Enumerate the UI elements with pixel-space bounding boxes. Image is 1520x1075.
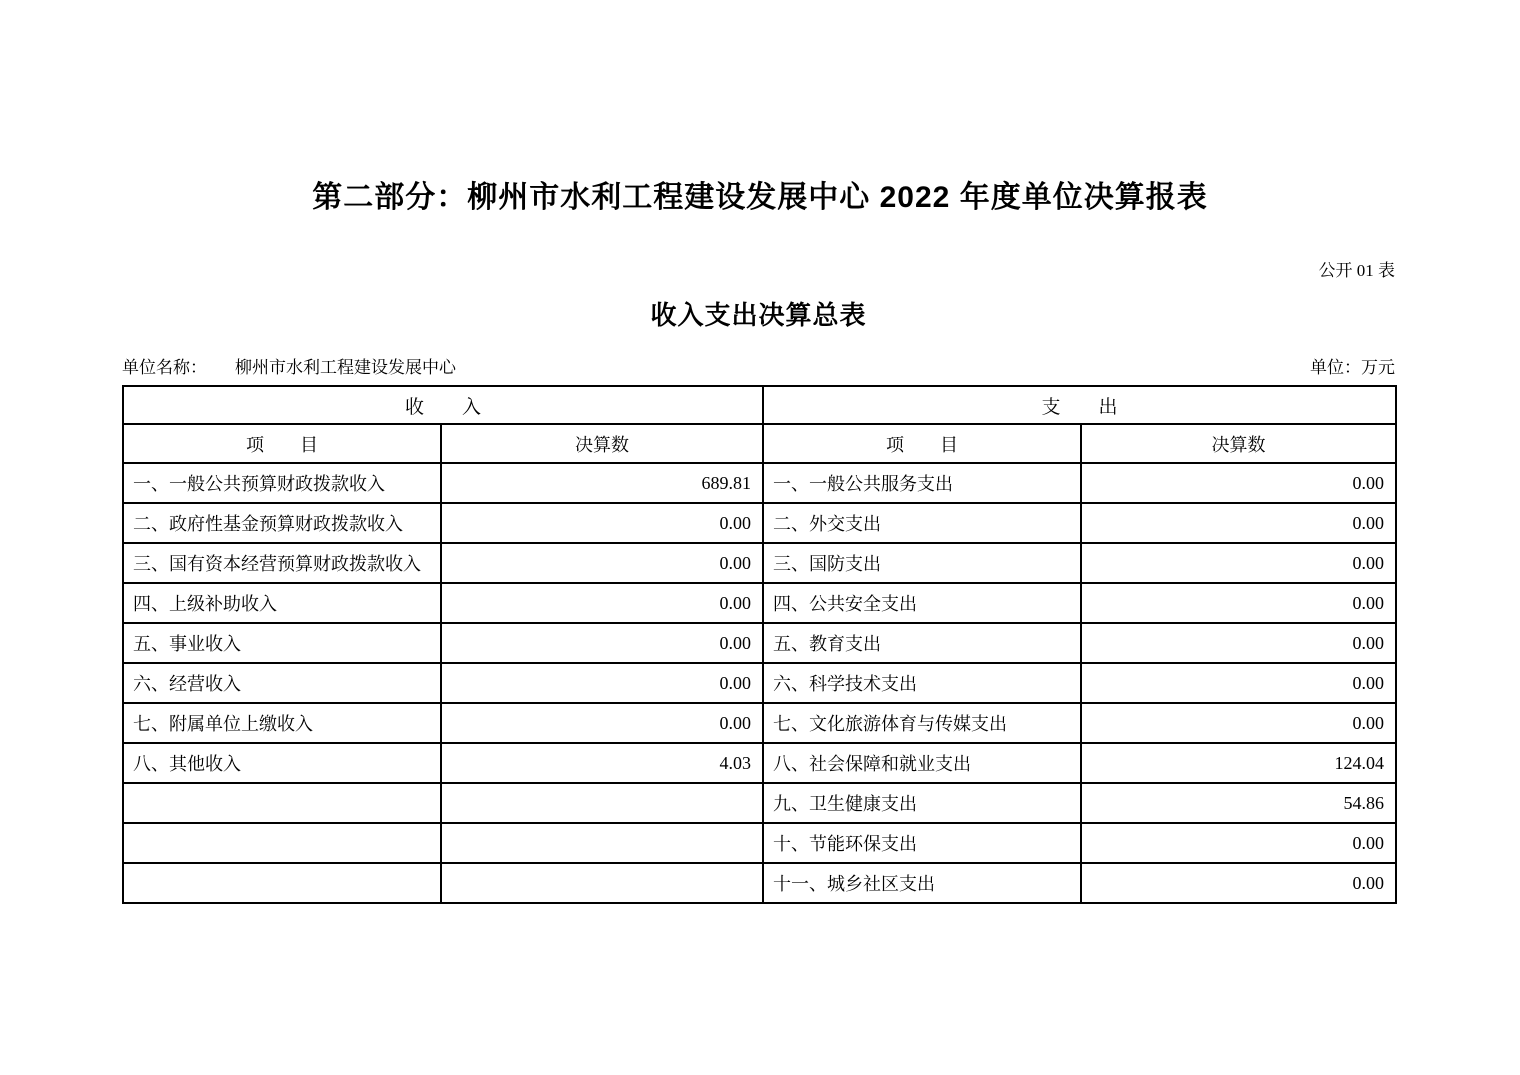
table-code-label: 公开 01 表 [1318,261,1395,280]
unit-name-label: 单位名称： [122,358,207,377]
income-item-cell [123,783,441,823]
income-amount-column-header: 决算数 [441,424,763,463]
expense-amount-cell: 0.00 [1081,623,1396,663]
table-row [123,543,1396,583]
table-body [123,463,1396,903]
expense-item-cell: 五、教育支出 [763,623,1081,663]
income-amount-cell: 689.81 [441,463,763,503]
table-row [123,463,1396,503]
expense-item-cell: 三、国防支出 [763,543,1081,583]
unit-name-value: 柳州市水利工程建设发展中心 [235,358,456,377]
income-item-column-header: 项 目 [123,424,441,463]
income-amount-cell: 4.03 [441,743,763,783]
income-item-cell: 七、附属单位上缴收入 [123,703,441,743]
table-row [123,503,1396,543]
expense-amount-cell: 0.00 [1081,703,1396,743]
expense-item-cell: 八、社会保障和就业支出 [763,743,1081,783]
income-item-cell: 一、一般公共预算财政拨款收入 [123,463,441,503]
expense-section-header: 支 出 [763,386,1396,424]
table-row [123,583,1396,623]
expense-item-cell: 十、节能环保支出 [763,823,1081,863]
table-row [123,783,1396,823]
expense-item-cell: 一、一般公共服务支出 [763,463,1081,503]
income-amount-cell [441,783,763,823]
income-item-cell: 三、国有资本经营预算财政拨款收入 [123,543,441,583]
expense-amount-cell: 124.04 [1081,743,1396,783]
table-row [123,743,1396,783]
expense-amount-cell: 0.00 [1081,503,1396,543]
expense-item-cell: 二、外交支出 [763,503,1081,543]
income-item-cell: 五、事业收入 [123,623,441,663]
expense-amount-cell: 0.00 [1081,663,1396,703]
expense-amount-cell: 0.00 [1081,823,1396,863]
table-row [123,663,1396,703]
expense-item-cell: 四、公共安全支出 [763,583,1081,623]
column-header-row [123,424,1396,463]
expense-amount-cell: 0.00 [1081,583,1396,623]
unit-measure-label: 单位：万元 [1310,358,1395,377]
income-item-cell: 二、政府性基金预算财政拨款收入 [123,503,441,543]
table-title: 收入支出决算总表 [650,300,867,330]
income-item-cell: 六、经营收入 [123,663,441,703]
expense-item-cell: 六、科学技术支出 [763,663,1081,703]
section-header-row [123,386,1396,424]
income-item-cell: 四、上级补助收入 [123,583,441,623]
expense-amount-cell: 54.86 [1081,783,1396,823]
income-amount-cell [441,823,763,863]
income-amount-cell: 0.00 [441,583,763,623]
table-row [123,863,1396,903]
income-amount-cell: 0.00 [441,623,763,663]
income-item-cell [123,823,441,863]
table-row [123,623,1396,663]
expense-amount-cell: 0.00 [1081,463,1396,503]
income-amount-cell: 0.00 [441,663,763,703]
expense-item-cell: 九、卫生健康支出 [763,783,1081,823]
income-amount-cell: 0.00 [441,543,763,583]
income-amount-cell: 0.00 [441,703,763,743]
expense-amount-cell: 0.00 [1081,543,1396,583]
income-section-header: 收 入 [123,386,763,424]
part-title: 第二部分：柳州市水利工程建设发展中心 2022 年度单位决算报表 [312,181,1208,214]
expense-amount-column-header: 决算数 [1081,424,1396,463]
expense-item-cell: 七、文化旅游体育与传媒支出 [763,703,1081,743]
table-row [123,703,1396,743]
expense-item-column-header: 项 目 [763,424,1081,463]
expense-amount-cell: 0.00 [1081,863,1396,903]
income-item-cell [123,863,441,903]
income-item-cell: 八、其他收入 [123,743,441,783]
income-amount-cell [441,863,763,903]
budget-summary-table [122,385,1397,904]
meta-row [122,353,1395,378]
income-amount-cell: 0.00 [441,503,763,543]
expense-item-cell: 十一、城乡社区支出 [763,863,1081,903]
table-row [123,823,1396,863]
